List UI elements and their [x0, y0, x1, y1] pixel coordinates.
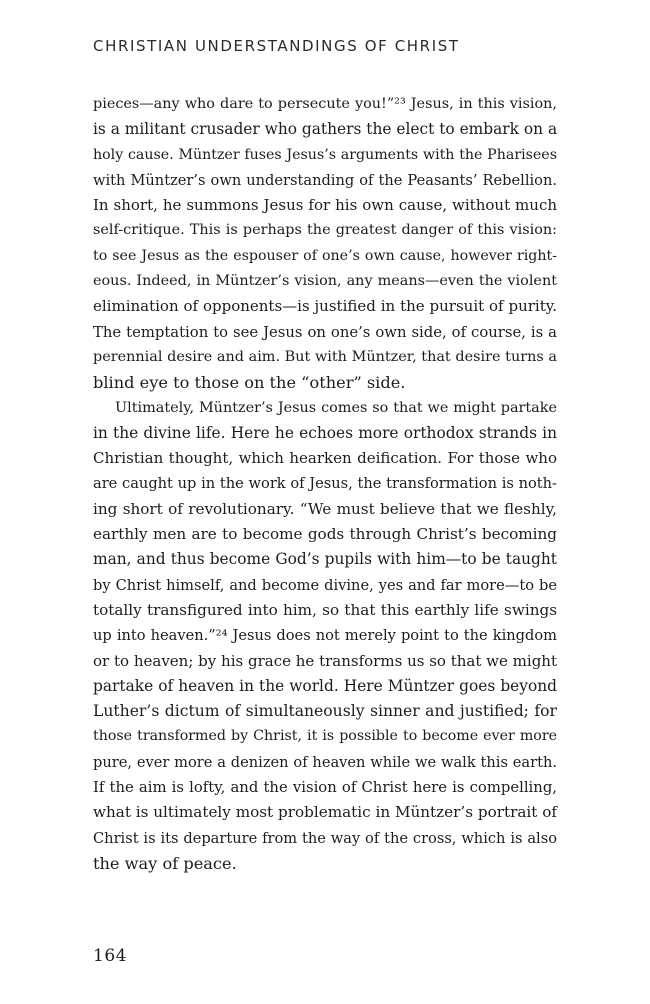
- text-line: partake of heaven in the world. Here Müntzer goes beyond: [93, 676, 557, 695]
- text-line: in the divine life. Here he echoes more orthodox strands in: [93, 423, 557, 442]
- text-line: Christ is its departure from the way of the cross, which is also: [93, 829, 557, 847]
- text-line: blind eye to those on the “other” side.: [93, 373, 406, 393]
- running-head: CHRISTIAN UNDERSTANDINGS OF CHRIST: [93, 37, 460, 55]
- text-line: totally transfigured into him, so that this earthly life swings: [93, 600, 557, 619]
- text-line: Ultimately, Müntzer’s Jesus comes so that we might partake: [115, 399, 557, 416]
- text-line: by Christ himself, and become divine, yes and far more—to be: [93, 576, 557, 594]
- text-line: In short, he summons Jesus for his own cause, without much: [93, 196, 557, 215]
- text-line: ing short of revolutionary. “We must believe that we fleshly,: [93, 499, 557, 518]
- text-line: The temptation to see Jesus on one’s own side, of course, is a: [93, 323, 557, 341]
- text-line: or to heaven; by his grace he transforms us so that we might: [93, 651, 557, 670]
- text-line: holy cause. Müntzer fuses Jesus’s arguments with the Pharisees: [93, 146, 557, 163]
- page-number: 164: [93, 946, 127, 966]
- text-line: is a militant crusader who gathers the elect to embark on a: [93, 120, 558, 139]
- text-line: man, and thus become God’s pupils with him—to be taught: [93, 550, 557, 569]
- text-line: Christian thought, which hearken deification. For those who: [93, 449, 557, 468]
- text-line: perennial desire and aim. But with Müntzer, that desire turns a: [93, 348, 557, 365]
- text-line: are caught up in the work of Jesus, the transformation is noth-: [93, 475, 557, 493]
- text-line: pieces—any who dare to persecute you!”²³ Jesus, in this vision,: [93, 96, 557, 112]
- text-line: If the aim is lofty, and the vision of Christ here is compelling,: [93, 779, 557, 797]
- text-line: those transformed by Christ, it is possible to become ever more: [93, 728, 557, 745]
- body-text: [93, 92, 557, 876]
- text-line: self-critique. This is perhaps the greatest danger of this vision:: [93, 222, 557, 239]
- text-line: Luther’s dictum of simultaneously sinner and justified; for: [93, 702, 557, 721]
- text-line: to see Jesus as the espouser of one’s own cause, however right-: [93, 247, 557, 264]
- text-line: earthly men are to become gods through Christ’s becoming: [93, 525, 557, 544]
- text-line: pure, ever more a denizen of heaven while we walk this earth.: [93, 753, 557, 771]
- text-line: elimination of opponents—is justified in the pursuit of purity.: [93, 297, 557, 316]
- text-line: up into heaven.”²⁴ Jesus does not merely point to the kingdom: [93, 627, 557, 645]
- text-line: eous. Indeed, in Müntzer’s vision, any means—even the violent: [93, 273, 557, 290]
- text-line: with Müntzer’s own understanding of the Peasants’ Rebellion.: [93, 171, 557, 189]
- text-line: the way of peace.: [93, 853, 237, 873]
- text-line: what is ultimately most problematic in Müntzer’s portrait of: [93, 803, 557, 822]
- paragraph-1: [93, 92, 557, 396]
- paragraph-2: [93, 396, 557, 877]
